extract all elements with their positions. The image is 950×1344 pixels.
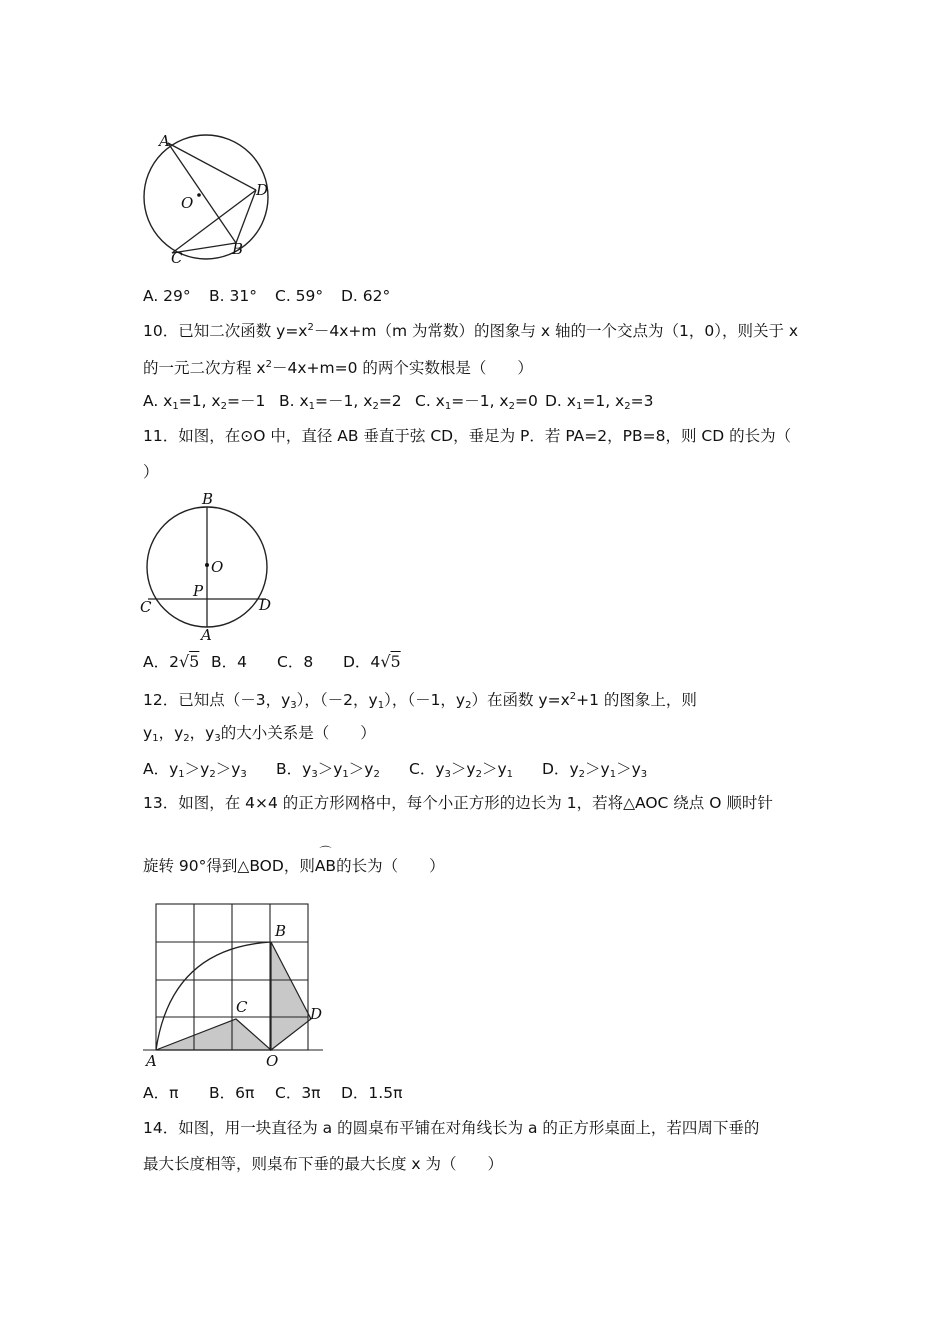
q11-label-a: A bbox=[201, 626, 212, 643]
q10-option-b: B. $x_1=-1$, $x_2=2$ bbox=[279, 392, 402, 412]
q14-stem-line2: 最大长度相等，则桌布下垂的最大长度 x 为（ ） bbox=[143, 1155, 504, 1173]
q13-label-b: B bbox=[275, 922, 287, 940]
q10-option-a: A. $x_1=1$, $x_2=-1$ bbox=[143, 392, 266, 412]
q13-option-b: B．6π bbox=[209, 1084, 255, 1102]
q9-options bbox=[143, 286, 390, 306]
q10-stem-line2: 的一元二次方程 $x^2-4x+m=0$ 的两个实数根是（ ） bbox=[143, 359, 533, 377]
q11-option-b: B．4 bbox=[211, 653, 247, 671]
q13-stem-line1: 13．如图，在 4×4 的正方形网格中，每个小正方形的边长为 1，若将△AOC 绕点 O 顺时针 bbox=[143, 794, 773, 812]
q11-figure bbox=[138, 488, 278, 643]
q10-stem-line1: 10．已知二次函数 $y=x^2-4x+m(m$ 为常数）的图象与 x 轴的一个交点为（1，0），则关于 x bbox=[143, 322, 799, 340]
q11-option-c: C．8 bbox=[277, 653, 314, 671]
q11-label-c: C bbox=[140, 598, 152, 616]
q11-options bbox=[143, 652, 401, 672]
q12-stem-line2: $y_1$，$y_2$，$y_3$的大小关系是（ ） bbox=[143, 724, 376, 744]
q10-option-c: C. $x_1=-1$, $x_2=0$ bbox=[415, 392, 538, 412]
q9-option-b: B. 31° bbox=[209, 287, 257, 305]
q12-option-b: B．$y_3>y_1>y_2$ bbox=[276, 760, 380, 780]
q10-option-d: D. $x_1=1$, $x_2=3$ bbox=[545, 392, 654, 412]
q13-label-a: A bbox=[146, 1052, 157, 1070]
q13-options bbox=[143, 1083, 402, 1103]
q11-label-b: B bbox=[202, 490, 214, 508]
q12-stem-line1: 12．已知点（－3，$y_3$），（－2，$y_1$），（－1，$y_2$）在函数 $y=x^2+1$ 的图象上，则 bbox=[143, 691, 697, 711]
q9-option-c: C. 59° bbox=[275, 287, 324, 305]
q11-option-d: D．4√5 bbox=[343, 652, 401, 671]
q11-label-o: O bbox=[211, 558, 224, 576]
q9-option-a: A. 29° bbox=[143, 287, 191, 305]
q9-label-b: B bbox=[232, 240, 244, 258]
q9-label-c: C bbox=[171, 249, 183, 265]
q10-options bbox=[143, 391, 653, 417]
q9-option-d: D. 62° bbox=[341, 287, 391, 305]
q13-stem-line2: 旋转 90°得到△BOD，则 ⌒ AB的长为（ ） bbox=[143, 845, 445, 875]
q13-option-a: A．π bbox=[143, 1084, 179, 1102]
q13-figure bbox=[143, 898, 328, 1073]
q13-label-o: O bbox=[266, 1052, 279, 1070]
q11-label-p: P bbox=[193, 582, 204, 600]
q9-label-o: O bbox=[181, 194, 194, 212]
q11-stem-line2: ） bbox=[143, 463, 159, 481]
q9-figure bbox=[138, 130, 278, 265]
q12-option-c: C．$y_3>y_2>y_1$ bbox=[409, 760, 514, 780]
q12-option-d: D．$y_2>y_1>y_3$ bbox=[542, 760, 648, 780]
q12-options bbox=[143, 759, 647, 785]
q11-option-a: A．2√5 bbox=[143, 652, 200, 671]
q9-label-d: D bbox=[256, 181, 269, 199]
q12-option-a: A．$y_1>y_2>y_3$ bbox=[143, 760, 247, 780]
q13-label-c: C bbox=[236, 998, 248, 1016]
q13-option-c: C．3π bbox=[275, 1084, 321, 1102]
q13-option-d: D．1.5π bbox=[341, 1084, 403, 1102]
arc-ab: ⌒ AB bbox=[314, 845, 337, 875]
q11-stem-line1: 11．如图，在⊙O 中，直径 AB 垂直于弦 CD，垂足为 P．若 PA=2，PB=8，则 CD 的长为（ bbox=[143, 427, 792, 445]
q14-stem-line1: 14．如图，用一块直径为 a 的圆桌布平铺在对角线长为 a 的正方形桌面上，若四周下垂的 bbox=[143, 1119, 760, 1137]
q9-label-a: A bbox=[159, 132, 170, 150]
q11-label-d: D bbox=[259, 596, 272, 614]
q13-label-d: D bbox=[310, 1005, 323, 1023]
